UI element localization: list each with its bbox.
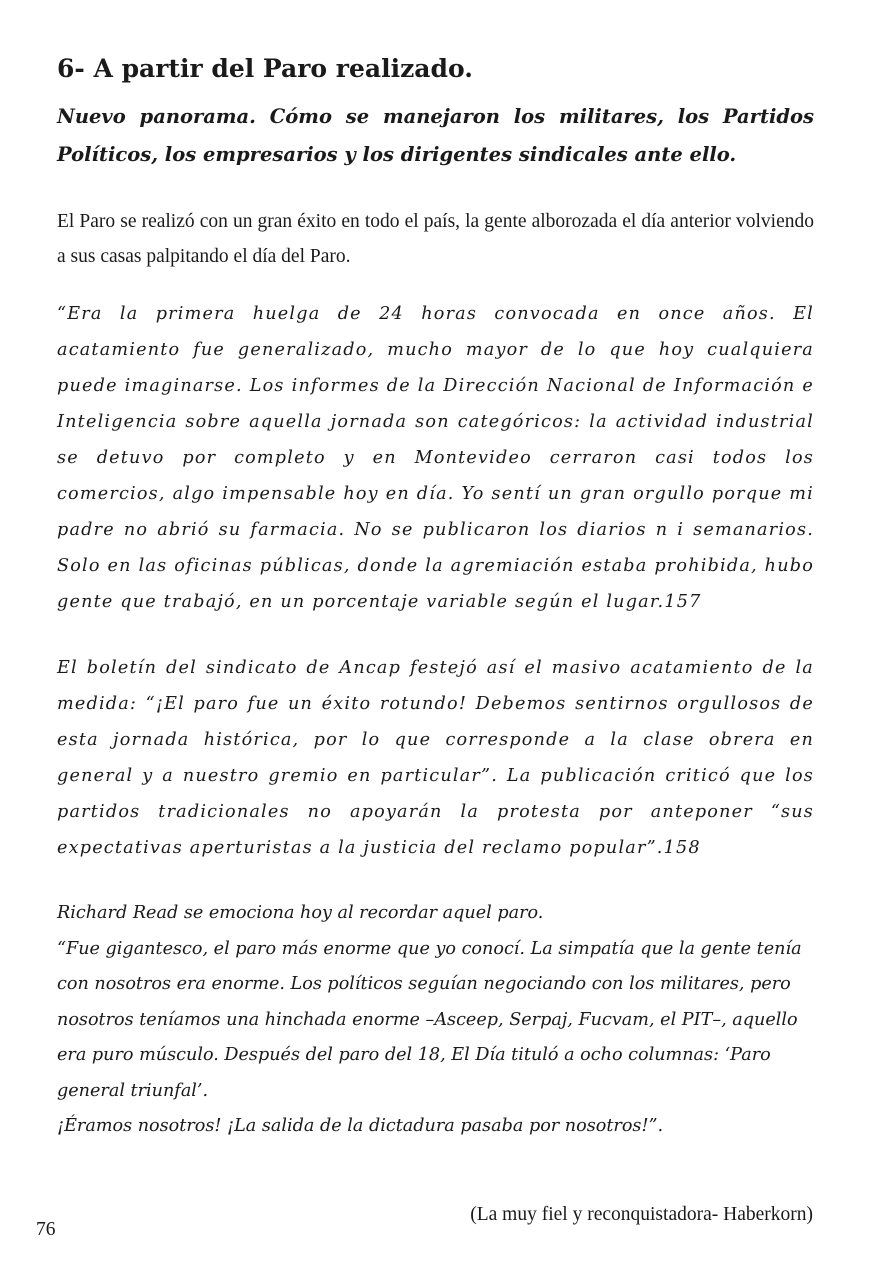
- intro-paragraph: El Paro se realizó con un gran éxito en todo el país, la gente alborozada el día anterior volviendo a sus casas palpitando el día del Paro.: [57, 211, 814, 267]
- page-number: 76: [36, 1219, 56, 1240]
- source-citation: (La muy fiel y reconquistadora- Haberkorn): [470, 1204, 813, 1225]
- quote-paragraph-2: El boletín del sindicato de Ancap festejó así el masivo acatamiento de la medida: “¡El paro fue un éxito rotundo! Debemos sentirnos orgullosos de esta jornada histórica, por lo que corresponde a la clase obrera en general y a nuestro gremio en particular”. La publicación criticó que los partidos tradicionales no apoyarán la protesta por anteponer “sus expectativas aperturistas a la justicia del reclamo popular”.158: [57, 658, 814, 858]
- section-subheading: Nuevo panorama. Cómo se manejaron los militares, los Partidos Políticos, los empresarios y los dirigentes sindicales ante ello.: [57, 105, 814, 166]
- quote-intro-line: Richard Read se emociona hoy al recordar aquel paro.: [57, 903, 544, 923]
- section-heading: 6- A partir del Paro realizado.: [57, 54, 473, 83]
- quote-testimony: “Fue gigantesco, el paro más enorme que yo conocí. La simpatía que la gente tenía con nosotros era enorme. Los políticos seguían negociando con los militares, pero nosotros teníamos una hinchada enorme –Asceep, Serpaj, Fucvam, el PIT–, aquello era puro músculo. Después del paro del 18, El Día tituló a ocho columnas: ‘Paro general triunfal’.: [57, 938, 802, 1101]
- quote-closing-line: ¡Éramos nosotros! ¡La salida de la dictadura pasaba por nosotros!”.: [57, 1116, 664, 1136]
- quote-paragraph-1: “Era la primera huelga de 24 horas convocada en once años. El acatamiento fue generalizado, mucho mayor de lo que hoy cualquiera puede imaginarse. Los informes de la Dirección Nacional de Información e Inteligencia sobre aquella jornada son categóricos: la actividad industrial se detuvo por completo y en Montevideo cerraron casi todos los comercios, algo impensable hoy en día. Yo sentí un gran orgullo porque mi padre no abrió su farmacia. No se publicaron los diarios n i semanarios. Solo en las oficinas públicas, donde la agremiación estaba prohibida, hubo gente que trabajó, en un porcentaje variable según el lugar.157: [57, 304, 814, 612]
- quote-paragraph-3: [57, 896, 814, 1145]
- page-content: [57, 52, 814, 1145]
